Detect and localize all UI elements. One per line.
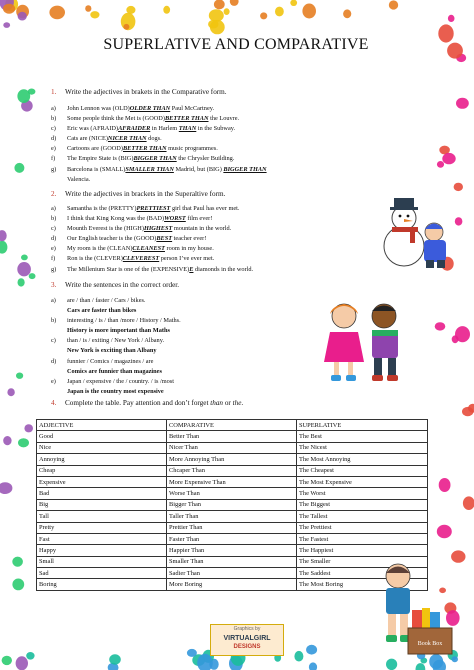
item-text: Mounth Everest is the (HIGH)	[67, 225, 144, 233]
answer-sentence: New York is exciting than Albany	[67, 347, 157, 355]
item-text: Cats are (NICE)	[67, 135, 108, 143]
table-row	[37, 431, 428, 442]
table-row	[37, 454, 428, 465]
scrambled-words: interesting / is / than /more / History / Maths.	[67, 317, 181, 325]
item-text: film ever!	[185, 215, 213, 223]
question-number: 2.	[51, 190, 57, 198]
cell-comparative: More Boring	[167, 579, 297, 590]
cell-comparative: Sadier Than	[167, 568, 297, 579]
item-text: Barcelona is (SMALL)	[67, 165, 126, 173]
question-3-instruction	[51, 280, 179, 290]
exercise-item	[51, 254, 351, 264]
cell-comparative: Prettier Than	[167, 522, 297, 533]
instruction-emph-the: the	[232, 399, 242, 407]
confetti-dot	[12, 579, 24, 591]
cell-adjective: Fast	[37, 533, 167, 544]
item-letter: f)	[51, 155, 56, 163]
instruction-text: Write the adjectives in brakets in the Comparative form.	[65, 88, 227, 96]
exercise-item	[51, 234, 351, 244]
confetti-dot	[0, 241, 7, 254]
item-letter: a)	[51, 105, 56, 112]
cell-adjective: Sad	[37, 568, 167, 579]
exercise-item	[51, 144, 421, 154]
cell-adjective: Bad	[37, 488, 167, 499]
cell-superlative: The Happiest	[297, 545, 428, 556]
confetti-dot	[17, 89, 30, 103]
instruction-text: Write the sentences in the correct order.	[65, 281, 180, 289]
confetti-dot	[18, 278, 25, 286]
answer-text: CLEVEREST	[122, 255, 160, 263]
item-text: Cartoons are (GOOD)	[67, 145, 123, 153]
confetti-dot	[16, 373, 23, 379]
answer-text: BIGGER THAN	[223, 165, 267, 173]
answer-text: BIGGER THAN	[133, 155, 177, 163]
item-letter: g)	[51, 265, 57, 273]
item-text: teacher ever!	[172, 235, 207, 243]
cell-comparative: Happier Than	[167, 545, 297, 556]
item-letter: e)	[51, 145, 56, 153]
page-title: SUPERLATIVE AND COMPARATIVE	[103, 36, 369, 53]
item-text: music programmes.	[166, 145, 218, 153]
confetti-dot	[3, 22, 10, 28]
logo-line-2: VIRTUALGIRL	[223, 635, 271, 642]
item-text: Paul McCartney.	[170, 105, 215, 112]
exercise-item	[51, 296, 281, 306]
answer-text: BEST	[156, 235, 173, 243]
exercise-item	[51, 316, 281, 326]
table-row	[37, 476, 428, 487]
item-text: John Lennon was (OLD)	[67, 105, 130, 112]
confetti-dot	[17, 262, 31, 276]
cell-adjective: Pretty	[37, 522, 167, 533]
answer-sentence: History is more important than Maths	[67, 327, 170, 335]
cell-superlative: The Fastest	[297, 533, 428, 544]
instruction-text: Write the adjectives in brackets in the Superaltive form.	[65, 190, 226, 198]
instruction-text: Complete the table. Pay attention and don’t forget	[65, 399, 211, 407]
item-letter: a)	[51, 205, 56, 212]
table-row	[37, 442, 428, 453]
confetti-dot	[18, 12, 27, 21]
designer-logo	[210, 624, 284, 656]
exercise-item	[51, 124, 421, 134]
confetti-dot	[0, 230, 7, 241]
question-1-items	[51, 104, 421, 185]
question-number: 4.	[51, 399, 57, 407]
item-text: Samantha is the (PRETTY)	[67, 205, 137, 212]
table-row	[37, 533, 428, 544]
exercise-item	[51, 175, 421, 185]
item-text: in the Subway.	[196, 125, 236, 133]
answer-text: HIGHEST	[143, 225, 173, 233]
scrambled-words: funnier / Comics / magazines / are	[67, 357, 154, 365]
instruction-or: or	[223, 399, 233, 407]
confetti-dot	[24, 424, 33, 432]
exercise-item	[51, 224, 351, 234]
confetti-dot	[448, 15, 455, 22]
exercise-item	[51, 154, 421, 164]
item-text: Valencia.	[67, 175, 91, 183]
cell-adjective: Nice	[37, 442, 167, 453]
item-text: the Chrysler Building.	[176, 155, 235, 163]
exercise-item	[51, 214, 351, 224]
table-row	[37, 568, 428, 579]
cell-superlative: The Worst	[297, 488, 428, 499]
cell-superlative: The Most Expensive	[297, 476, 428, 487]
answer-text: PRETTIEST	[136, 205, 171, 212]
cell-superlative: The Tallest	[297, 511, 428, 522]
confetti-dot	[438, 24, 453, 42]
item-text: Eric was (AFRAID)	[67, 125, 119, 133]
confetti-dot	[437, 161, 444, 168]
item-letter: d)	[51, 135, 57, 143]
table-row	[37, 511, 428, 522]
cell-superlative: The Most Boring	[297, 579, 428, 590]
instruction-emph-than: than	[210, 399, 224, 407]
question-2-items	[51, 204, 351, 275]
logo-line-3: DESIGNS	[233, 644, 261, 650]
item-letter: d)	[51, 357, 57, 365]
item-text: The Millenium Star is one of the (EXPENSIVE)	[67, 265, 190, 273]
item-text: dogs.	[146, 135, 162, 143]
confetti-dot	[29, 273, 36, 279]
item-letter: c)	[51, 225, 56, 233]
snowman-illustration	[382, 196, 450, 270]
table-row	[37, 545, 428, 556]
answer-sentence: Japan is the country most expensive	[67, 387, 164, 395]
confetti-dot	[455, 217, 463, 225]
answer-text: THAN	[178, 125, 197, 133]
item-letter: a)	[51, 297, 56, 304]
cell-comparative: Faster Than	[167, 533, 297, 544]
confetti-dot	[463, 496, 474, 510]
confetti-dot	[442, 153, 455, 164]
cell-adjective: Cheap	[37, 465, 167, 476]
confetti-dot	[21, 255, 28, 261]
answer-text: WORST	[164, 215, 186, 223]
item-text: Ron is the (CLEVER)	[67, 255, 123, 263]
question-3-items	[51, 296, 281, 397]
item-text: Our English teacher is the (GOOD)	[67, 235, 157, 243]
item-text: room in my house.	[164, 245, 214, 253]
cell-superlative: The Saddest	[297, 568, 428, 579]
item-letter: b)	[51, 317, 57, 325]
question-1-instruction	[51, 87, 227, 97]
item-text: Some people think the Met is (GOOD)	[67, 115, 165, 123]
item-letter: d)	[51, 235, 57, 243]
confetti-dot	[447, 43, 463, 59]
answer-sentence: Comics are funnier than magazines	[67, 367, 162, 375]
confetti-dot	[0, 482, 12, 494]
confetti-dot	[18, 438, 29, 447]
exercise-item	[51, 114, 421, 124]
cell-superlative: The Cheapest	[297, 465, 428, 476]
answer-text: E	[189, 265, 194, 273]
scrambled-words: are / than / faster / Cars / bikes.	[67, 297, 146, 304]
cell-superlative: The Biggest	[297, 499, 428, 510]
header-adjective: ADJECTIVE	[37, 420, 167, 431]
cell-superlative: The Nicest	[297, 442, 428, 453]
item-letter: g)	[51, 165, 57, 173]
answer-text: CLEANEST	[132, 245, 165, 253]
answer-text: BETTER THAN	[122, 145, 167, 153]
cell-adjective: Happy	[37, 545, 167, 556]
exercise-item	[51, 357, 281, 367]
book-box-label: Book Box	[417, 641, 443, 647]
table-row	[37, 465, 428, 476]
confetti-dot	[3, 436, 11, 445]
table-row	[37, 488, 428, 499]
confetti-dot	[455, 326, 470, 342]
confetti-dot	[439, 478, 451, 492]
exercise-item	[51, 244, 351, 254]
confetti-dot	[3, 4, 15, 14]
confetti-dot	[454, 183, 463, 191]
scrambled-words: Japan / expensive / the / country. / is /most	[67, 377, 174, 385]
item-text: girl that Paul has ever met.	[170, 205, 240, 212]
answer-text: NICER THAN	[107, 135, 147, 143]
exercise-item	[51, 204, 351, 214]
table-header-row	[37, 420, 428, 431]
item-text: the Louvre.	[208, 115, 240, 123]
cell-comparative: Smaller Than	[167, 556, 297, 567]
exercise-item	[51, 336, 281, 346]
table-row	[37, 579, 428, 590]
item-text: diamonds in the world.	[193, 265, 254, 273]
kids-illustration	[316, 296, 410, 388]
item-text: in Harlem	[150, 125, 179, 133]
cell-comparative: Worse Than	[167, 488, 297, 499]
answer-text: SMALLER THAN	[125, 165, 174, 173]
item-letter: c)	[51, 125, 56, 133]
exercise-item	[51, 104, 421, 114]
item-text: The Empire State is (BIG)	[67, 155, 134, 163]
cell-adjective: Expensive	[37, 476, 167, 487]
cell-superlative: The Prettiest	[297, 522, 428, 533]
cell-adjective: Small	[37, 556, 167, 567]
question-number: 1.	[51, 88, 57, 96]
answer-text: AFRAIDER	[118, 125, 151, 133]
comparison-table	[36, 419, 428, 591]
table-row	[37, 522, 428, 533]
header-comparative: COMPARATIVE	[167, 420, 297, 431]
question-number: 3.	[51, 281, 57, 289]
confetti-dot	[12, 557, 23, 567]
item-letter: e)	[51, 245, 56, 253]
answer-text: OLDER THAN	[129, 105, 171, 112]
confetti-dot	[435, 322, 446, 330]
exercise-item	[51, 265, 351, 275]
confetti-dot	[462, 407, 473, 416]
confetti-dot	[14, 163, 24, 173]
cell-comparative: Taller Than	[167, 511, 297, 522]
cell-adjective: Tall	[37, 511, 167, 522]
exercise-item	[51, 134, 421, 144]
answer-text: BETTER THAN	[164, 115, 209, 123]
header-superlative: SUPERLATIVE	[297, 420, 428, 431]
cell-comparative: More Annoying Than	[167, 454, 297, 465]
cell-superlative: The Most Annoying	[297, 454, 428, 465]
cell-superlative: The Best	[297, 431, 428, 442]
exercise-item	[51, 165, 421, 175]
table-row	[37, 499, 428, 510]
logo-line-1: Graphics by	[233, 626, 261, 632]
item-text: mountain in the world.	[172, 225, 232, 233]
instruction-dot: .	[241, 399, 244, 407]
item-letter: c)	[51, 337, 56, 345]
question-2-instruction	[51, 189, 225, 199]
cell-comparative: More Expensive Than	[167, 476, 297, 487]
item-text: Madrid, but (BIG)	[173, 165, 224, 173]
item-letter: b)	[51, 215, 57, 223]
item-text: I think that King Kong was the (BAD)	[67, 215, 165, 223]
item-letter: e)	[51, 377, 56, 385]
confetti-dot	[7, 388, 14, 396]
cell-adjective: Annoying	[37, 454, 167, 465]
confetti-dot	[437, 525, 452, 539]
cell-adjective: Big	[37, 499, 167, 510]
cell-comparative: Better Than	[167, 431, 297, 442]
confetti-dot	[456, 98, 469, 109]
confetti-dot	[2, 656, 12, 665]
item-text: My room is the (CLEAN)	[67, 245, 133, 253]
item-text: person I’ve ever met.	[159, 255, 215, 263]
cell-comparative: Chcaper Than	[167, 465, 297, 476]
item-letter: f)	[51, 255, 56, 263]
boy-with-book-box-illustration	[372, 560, 456, 660]
exercise-item	[51, 377, 281, 387]
answer-sentence: Cars are faster than bikes	[67, 307, 137, 315]
cell-comparative: Bigger Than	[167, 499, 297, 510]
scrambled-words: than / is / exiting / New York / Albany.	[67, 337, 165, 345]
confetti-dot	[16, 656, 28, 670]
cell-adjective: Good	[37, 431, 167, 442]
cell-superlative: The Smaller	[297, 556, 428, 567]
table-row	[37, 556, 428, 567]
cell-comparative: Nicer Than	[167, 442, 297, 453]
confetti-dot	[26, 652, 34, 660]
item-letter: b)	[51, 115, 57, 123]
cell-adjective: Boring	[37, 579, 167, 590]
question-4-instruction	[51, 398, 243, 408]
